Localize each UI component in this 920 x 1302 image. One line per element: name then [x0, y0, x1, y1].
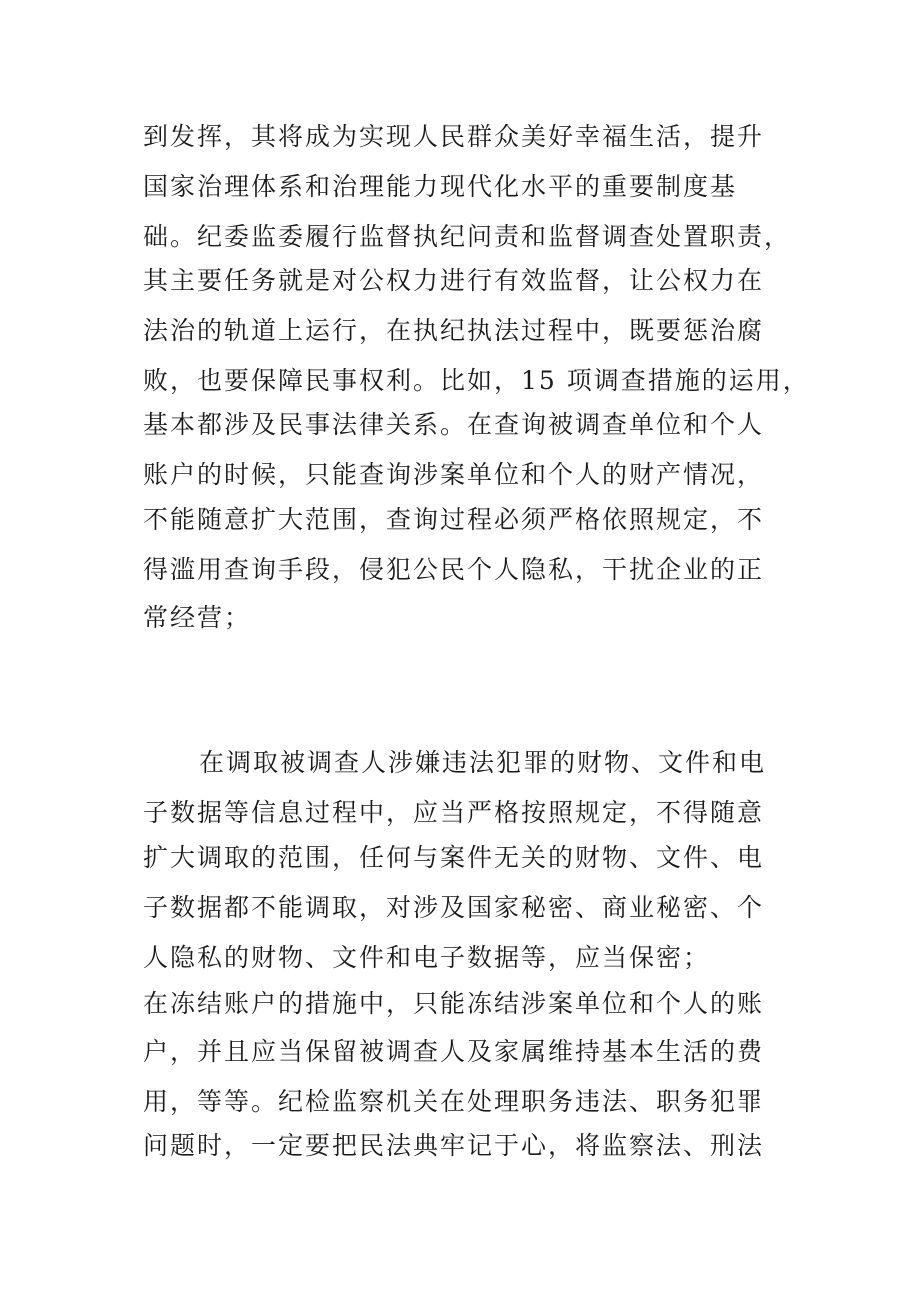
text-line: 人隐私的财物、文件和电子数据等，应当保密；	[143, 943, 711, 972]
text-line: 础。纪委监委履行监督执纪问责和监督调查处置职责，	[143, 222, 792, 251]
text-line: 扩大调取的范围，任何与案件无关的财物、文件、电	[143, 843, 765, 872]
text-line: 其主要任务就是对公权力进行有效监督，让公权力在	[143, 266, 765, 295]
text-line: 在冻结账户的措施中，只能冻结涉案单位和个人的账	[143, 989, 765, 1018]
text-line: 用，等等。纪检监察机关在处理职务违法、职务犯罪	[143, 1087, 765, 1116]
text-line: 子数据等信息过程中，应当严格按照规定，不得随意	[143, 798, 765, 827]
text-line: 常经营；	[143, 603, 252, 632]
text-line: 不能随意扩大范围，查询过程必须严格依照规定，不	[143, 505, 765, 534]
text-line: 问题时，一定要把民法典牢记于心，将监察法、刑法	[143, 1131, 765, 1160]
text-line: 账户的时候，只能查询涉案单位和个人的财产情况，	[143, 460, 765, 489]
text-line: 得滥用查询手段，侵犯公民个人隐私，干扰企业的正	[143, 555, 765, 584]
text-line: 到发挥，其将成为实现人民群众美好幸福生活，提升	[143, 122, 765, 151]
text-line: 在调取被调查人涉嫌违法犯罪的财物、文件和电	[199, 748, 767, 777]
text-line: 基本都涉及民事法律关系。在查询被调查单位和个人	[143, 410, 765, 439]
text-line: 国家治理体系和治理能力现代化水平的重要制度基	[143, 172, 738, 201]
text-line: 户，并且应当保留被调查人及家属维持基本生活的费	[143, 1037, 765, 1066]
text-line: 子数据都不能调取，对涉及国家秘密、商业秘密、个	[143, 893, 765, 922]
text-line: 败，也要保障民事权利。比如，15 项调查措施的运用，	[143, 366, 810, 395]
text-line: 法治的轨道上运行，在执纪执法过程中，既要惩治腐	[143, 316, 765, 345]
